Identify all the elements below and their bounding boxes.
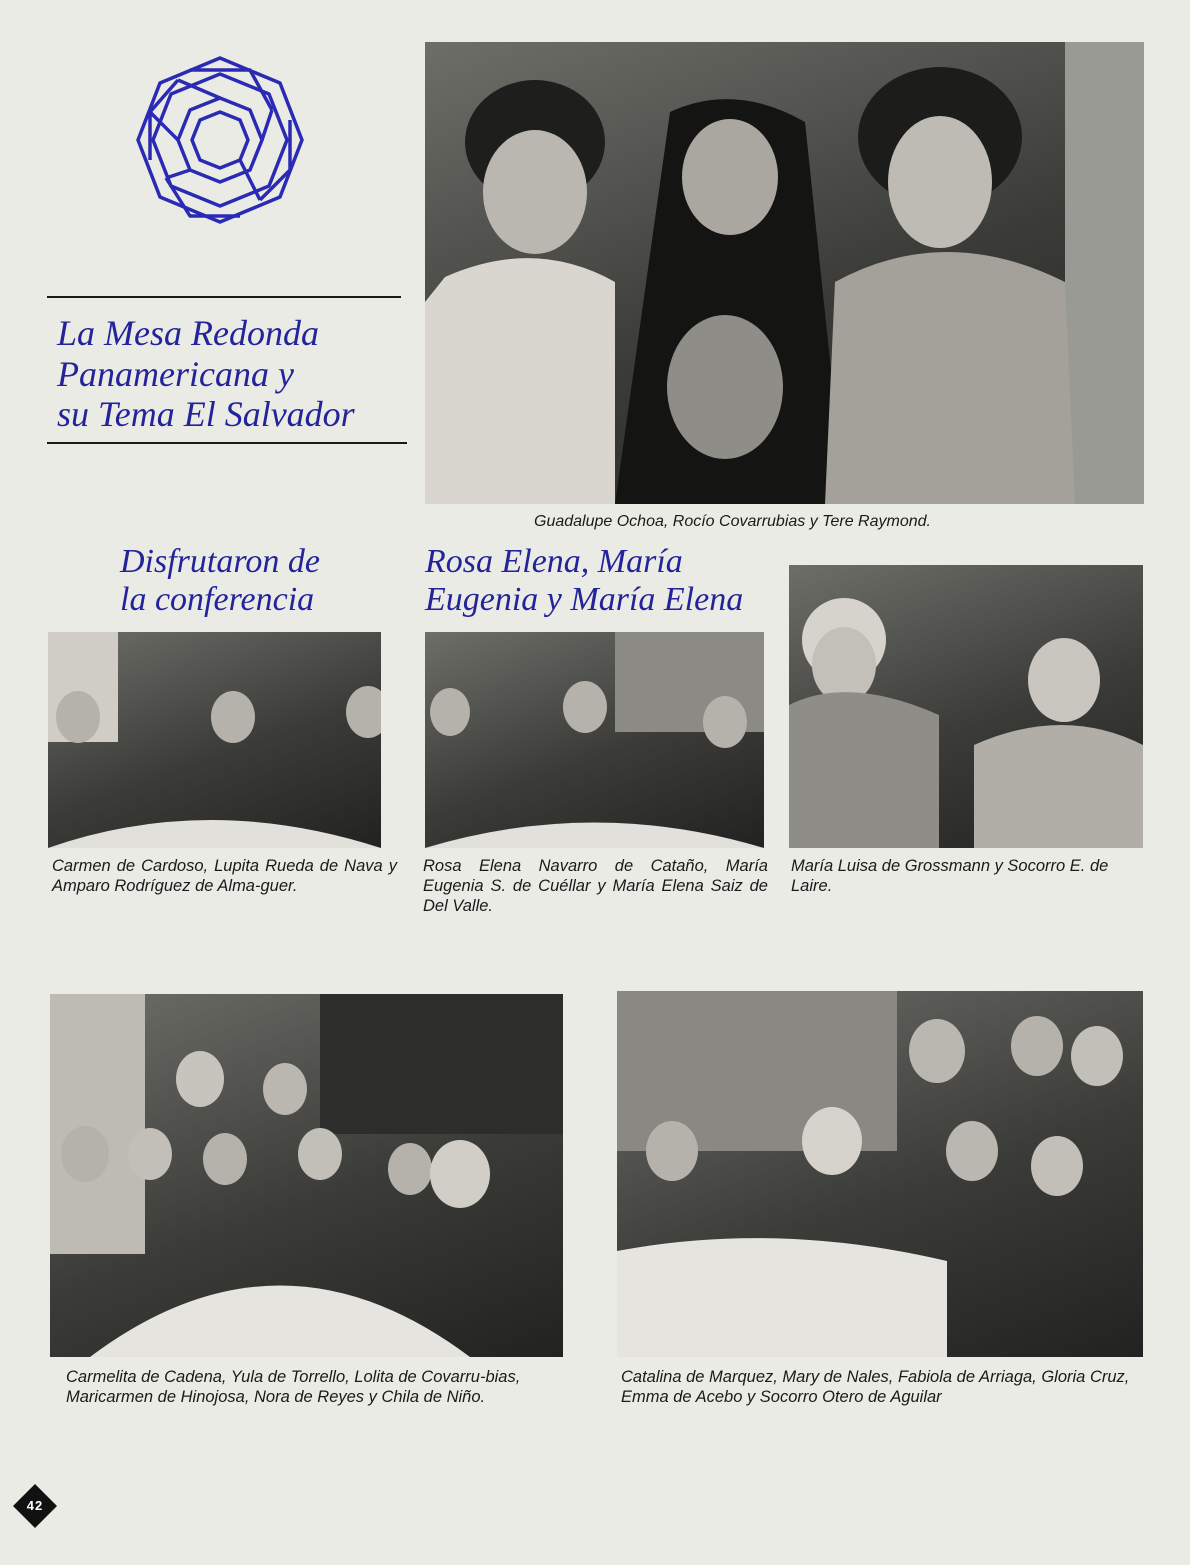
- caption-cardoso: Carmen de Cardoso, Lupita Rueda de Nava y Amparo Rodríguez de Alma-guer.: [52, 857, 397, 896]
- photo-navarro-table: [425, 632, 764, 848]
- caption-main-photo: Guadalupe Ochoa, Rocío Covarrubias y Tere Raymond.: [534, 513, 931, 530]
- heading-disfrutaron: [120, 543, 320, 620]
- title-rule-top: [47, 296, 401, 298]
- heading-disfrutaron-line-1: Disfrutaron de: [120, 543, 320, 580]
- photo-cardoso-table: [48, 632, 381, 848]
- photo-grossmann-laire: [789, 565, 1143, 848]
- caption-marquez: Catalina de Marquez, Mary de Nales, Fabiola de Arriaga, Gloria Cruz, Emma de Acebo y Socorro Otero de Aguilar: [621, 1368, 1130, 1407]
- heading-rosa-line-2: Eugenia y María Elena: [425, 581, 744, 619]
- caption-grossmann: María Luisa de Grossmann y Socorro E. de Laire.: [791, 857, 1109, 896]
- page-number-badge: [12, 1483, 58, 1529]
- heading-rosa-elena: [425, 543, 743, 620]
- caption-cadena: Carmelita de Cadena, Yula de Torrello, Lolita de Covarru-bias, Maricarmen de Hinojosa, Nora de Reyes y Chila de Niño.: [66, 1368, 521, 1407]
- photo-three-women: [425, 42, 1144, 504]
- caption-navarro: Rosa Elena Navarro de Cataño, María Eugenia S. de Cuéllar y María Elena Saiz de Del Valle.: [423, 857, 768, 916]
- article-title: [57, 313, 355, 435]
- heading-rosa-line-1: Rosa Elena, María: [425, 543, 683, 580]
- page-number: 42: [26, 1498, 44, 1513]
- heading-disfrutaron-line-2: la conferencia: [120, 581, 315, 619]
- title-line-2: Panamericana y: [57, 353, 294, 394]
- title-line-3: su Tema El Salvador: [57, 394, 355, 435]
- photo-marquez-group: [617, 991, 1143, 1357]
- photo-cadena-group: [50, 994, 563, 1357]
- title-rule-bottom: [47, 442, 407, 444]
- interlaced-ring-logo: [130, 50, 310, 230]
- title-line-1: La Mesa Redonda: [57, 313, 319, 353]
